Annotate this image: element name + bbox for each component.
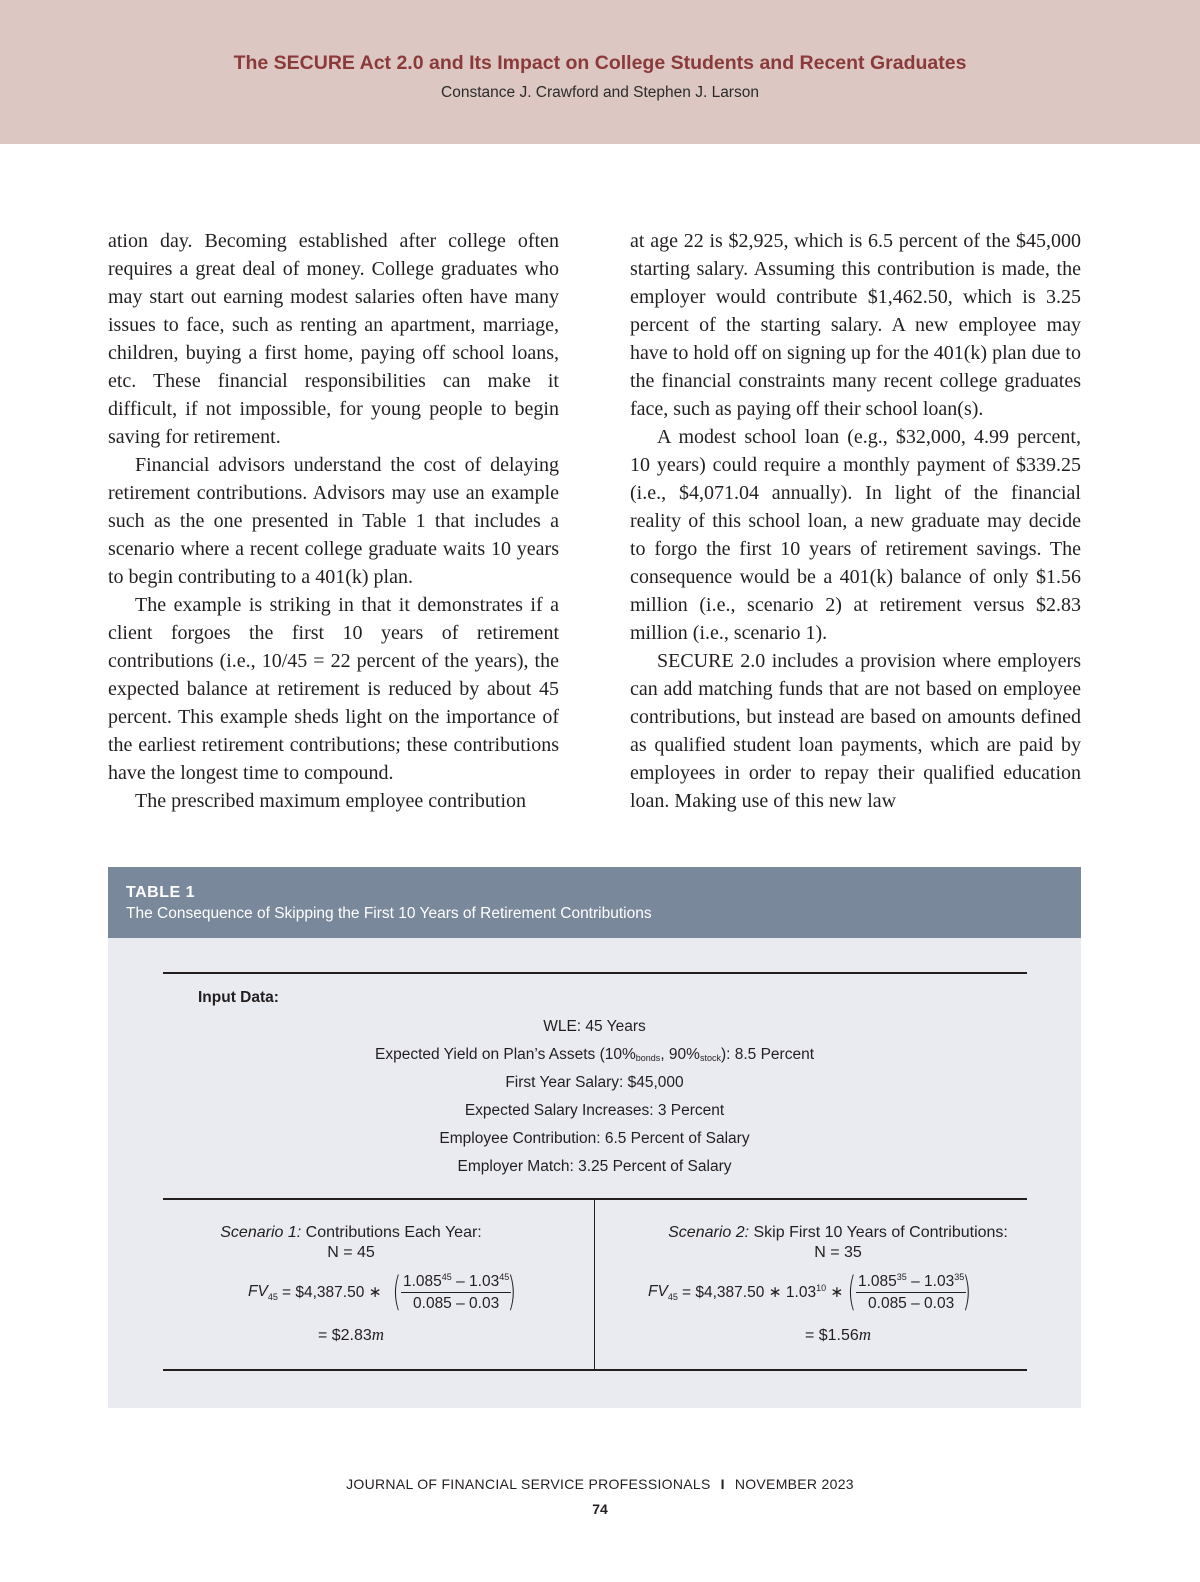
right-column [630, 227, 1081, 815]
paragraph: The prescribed maximum employee contribution [135, 790, 526, 812]
table-header [108, 867, 1081, 938]
table-rule-bottom [163, 1369, 1027, 1371]
paragraph: at age 22 is $2,925, which is 6.5 percent of the $45,000 starting salary. Assuming this contribution is made, the employer would contribute $1,462.50, which is 3.25 percent of the starting salary. A new employee may have to hold off on signing up for the 401(k) plan due to the financial constraints many recent college graduates face, such as paying off their school loan(s). [630, 230, 1081, 420]
input-salary-increase: Expected Salary Increases: 3 Percent [464, 1102, 725, 1119]
journal-name: JOURNAL OF FINANCIAL SERVICE PROFESSIONALS [346, 1476, 711, 1492]
table-1: TABLE 1 The Consequence of Skipping the First 10 Years of Retirement Contributions Input Data: WLE: 45 Years Expected Yield on Plan’s Assets ($10\%_{bonds}$, $90\%_{stock}$): 8.5 Percent First Year Salary: $45,000 Expected Salary Increases: 3 Percent Employee Contribution: 6.5 Percent of Salary Employer Match: 3.25 Percent of Salary Scenario 1: Contributions Each Year: N = 45 $FV_{45}$ = $4,387.50 ∗ ( $\frac{1.085^{45} - 1.03^{45}}{0.085 - 0.03}$ ) = $2.83m Scenario 2: Skip First 10 Years of Contributions: N = 35 $FV_{45}$ = $4,387.50 ∗ 1.03$^{10}$ ∗ ( $\frac{1.085^{35} - 1.03^{35}}{0.085 - 0.03}$ ) = $1.56m [108, 867, 1081, 1408]
paragraph: Financial advisors understand the cost of delaying retirement contributions. Advisors may use an example such as the one presented in Table 1 that includes a scenario where a recent college graduate waits 10 years to begin contributing to a 401(k) plan. [108, 454, 559, 588]
table-label: TABLE 1 [126, 884, 195, 901]
page-number: 74 [592, 1501, 608, 1517]
paragraph: SECURE 2.0 includes a provision where employers can add matching funds that are not based on employee contributions, but instead are based on amounts defined as qualified student loan payments, which are paid by employees in order to repay their qualified education loan. Making use of this new law [630, 650, 1081, 812]
footer-separator: I [720, 1476, 725, 1492]
input-yield: Expected Yield on Plan’s Assets ($10\%_{bonds}$, $90\%_{stock}$): 8.5 Percent [374, 1046, 815, 1063]
table-caption: The Consequence of Skipping the First 10 Years of Retirement Contributions [126, 905, 652, 922]
table-rule-top [163, 972, 1027, 974]
scenario-2-result: = $1.56m [804, 1325, 872, 1344]
left-column [108, 227, 559, 815]
table-rule-middle [163, 1198, 1027, 1200]
scenario-1-result: = $2.83m [317, 1325, 385, 1344]
issue-date: NOVEMBER 2023 [734, 1476, 854, 1492]
paragraph: A modest school loan (e.g., $32,000, 4.99 percent, 10 years) could require a monthly payment of $339.25 (i.e., $4,071.04 annually). In light of the financial reality of this school loan, a new graduate may decide to forgo the first 10 years of retirement savings. The consequence would be a 401(k) balance of only $1.56 million (i.e., scenario 2) at retirement versus $2.83 million (i.e., scenario 1). [630, 426, 1081, 644]
input-wle: WLE: 45 Years [543, 1018, 646, 1035]
article-authors: Constance J. Crawford and Stephen J. Larson [441, 84, 759, 101]
scenario-1-heading: Scenario 1: Contributions Each Year: N = 45 [220, 1224, 482, 1261]
paragraph: ation day. Becoming established after college often requires a great deal of money. College graduates who may start out earning modest salaries often have many issues to face, such as renting an apartment, marriage, children, buying a first home, paying off school loans, etc. These financial responsibilities can make it difficult, if not impossible, for young people to begin saving for retirement. [108, 230, 559, 448]
input-employee-contribution: Employee Contribution: 6.5 Percent of Salary [439, 1130, 750, 1147]
page-header [0, 0, 1200, 144]
input-data-heading: Input Data: [198, 989, 279, 1006]
input-first-salary: First Year Salary: $45,000 [505, 1074, 684, 1091]
scenario-2-heading: Scenario 2: Skip First 10 Years of Contributions: N = 35 [668, 1224, 1008, 1261]
paragraph: The example is striking in that it demonstrates if a client forgoes the first 10 years of retirement contributions (i.e., 10/45 = 22 percent of the years), the expected balance at retirement is reduced by about 45 percent. This example sheds light on the importance of the earliest retirement contributions; these contributions have the longest time to compound. [108, 594, 559, 784]
input-employer-match: Employer Match: 3.25 Percent of Salary [457, 1158, 732, 1175]
page-footer [0, 1476, 1200, 1492]
article-title: The SECURE Act 2.0 and Its Impact on College Students and Recent Graduates [233, 52, 967, 74]
